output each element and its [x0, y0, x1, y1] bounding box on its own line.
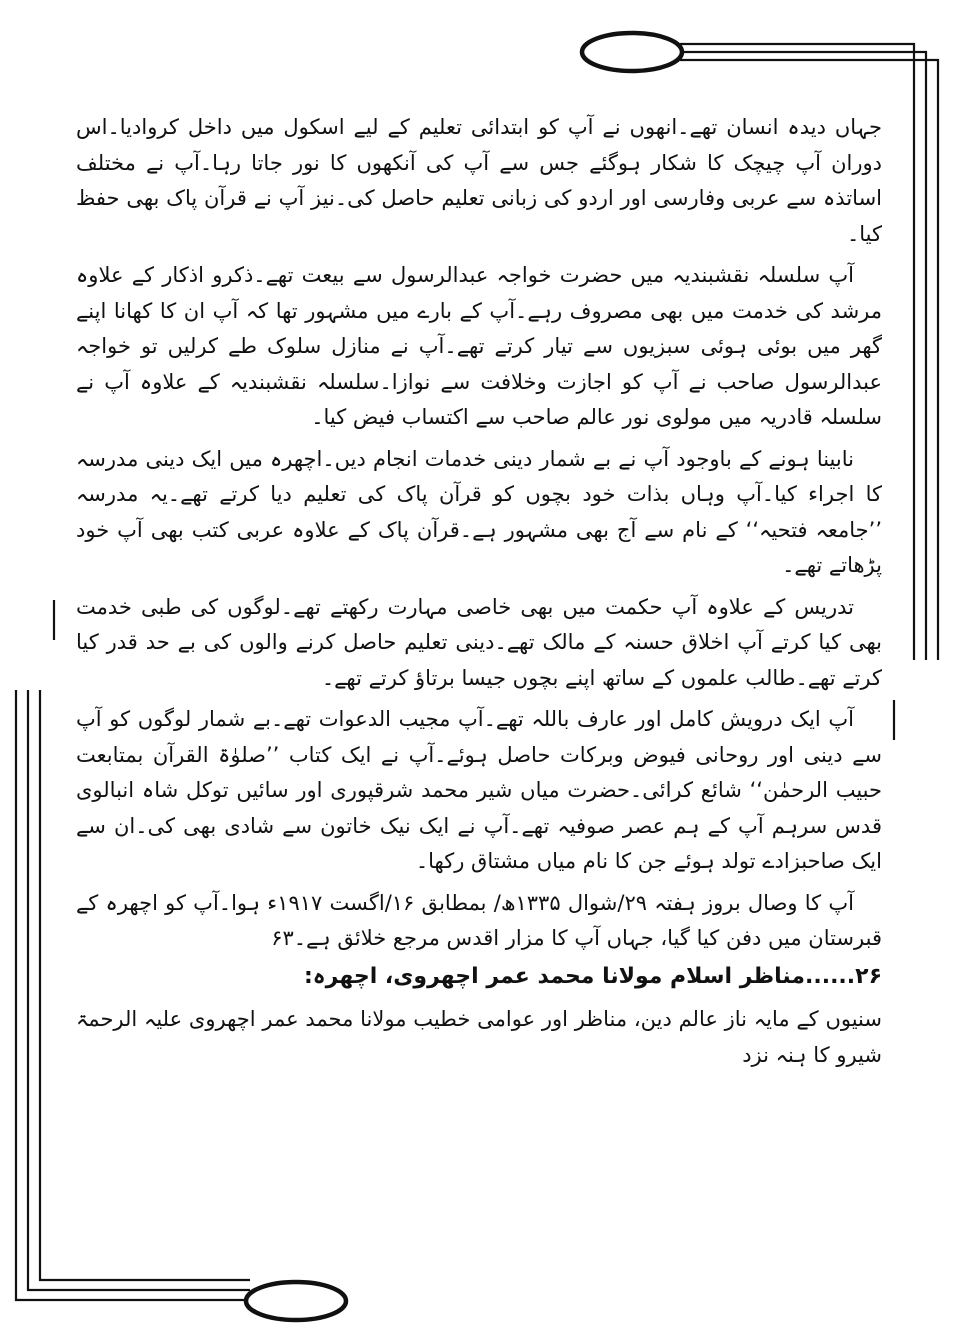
section-heading: ۲۶......مناظر اسلام مولانا محمد عمر اچھروی، اچھرہ:: [303, 963, 882, 989]
paragraph-6: آپ کا وصال بروز ہفتہ ۲۹/شوال ۱۳۳۵ھ/ بمطابق ۱۶/اگست ۱۹۱۷ء ہوا۔آپ کو اچھرہ کے قبرستان میں دفن کیا گیا، جہاں آپ کا مزار اقدس مرجع خلائق ہے۔۶۳: [76, 890, 882, 950]
paragraph-2: آپ سلسلہ نقشبندیہ میں حضرت خواجہ عبدالرسول سے بیعت تھے۔ذکرو اذکار کے علاوہ مرشد کی خدمت میں بھی مصروف رہے۔آپ کے بارے میں مشہور تھا کہ آپ ان کا کھانا اپنے گھر میں بوئی ہوئی سبزیوں سے تیار کرتے تھے۔آپ نے منازل سلوک طے کرلیں تو خواجہ عبدالرسول صاحب نے آپ کو اجازت وخلافت سے نوازا۔سلسلہ نقشبندیہ کے علاوہ آپ نے سلسلہ قادریہ میں مولوی نور عالم صاحب سے اکتساب فیض کیا۔: [76, 263, 882, 429]
paragraph-5: آپ ایک درویش کامل اور عارف باللہ تھے۔آپ مجیب الدعوات تھے۔بے شمار لوگوں کو آپ سے دینی اور روحانی فیوض وبرکات حاصل ہوئے۔آپ نے ایک کتاب ’’صلوٰۃ القرآن بمتابعت حبیب الرحمٰن‘‘ شائع کرائی۔حضرت میاں شیر محمد شرقپوری اور سائیں توکل شاہ انبالوی قدس سرہم آپ کے ہم عصر صوفیہ تھے۔آپ نے ایک نیک خاتون سے شادی بھی کی۔ان سے ایک صاحبزادے تولد ہوئے جن کا نام میاں مشتاق رکھا۔: [76, 707, 882, 873]
closing-line: سنیوں کے مایہ ناز عالم دین، مناظر اور عوامی خطیب مولانا محمد عمر اچھروی علیہ الرحمۃ شیرو کا ہنہ نزد: [76, 1007, 882, 1067]
top-ornament-oval: [582, 33, 682, 71]
paragraph-1: جہاں دیدہ انسان تھے۔انھوں نے آپ کو ابتدائی تعلیم کے لیے اسکول میں داخل کروادیا۔اس دوران آپ چیچک کا شکار ہوگئے جس سے آپ کی آنکھوں کا نور جاتا رہا۔آپ نے مختلف اساتذہ سے عربی وفارسی اور اردو کی زبانی تعلیم حاصل کی۔نیز آپ نے قرآن پاک بھی حفظ کیا۔: [76, 115, 882, 246]
urdu-text-body: [76, 110, 882, 1079]
bottom-ornament-oval: [246, 1282, 346, 1320]
paragraph-4: تدریس کے علاوہ آپ حکمت میں بھی خاصی مہارت رکھتے تھے۔لوگوں کی طبی خدمت بھی کیا کرتے آپ اخلاق حسنہ کے مالک تھے۔دینی تعلیم حاصل کرنے والوں کی بے حد قدر کیا کرتے تھے۔طالب علموں کے ساتھ اپنے بچوں جیسا برتاؤ کرتے تھے۔: [76, 594, 882, 690]
paragraph-3: نابینا ہونے کے باوجود آپ نے بے شمار دینی خدمات انجام دیں۔اچھرہ میں ایک دینی مدرسہ کا اجراء کیا۔آپ وہاں بذات خود بچوں کو قرآن پاک کی تعلیم دیا کرتے تھے۔یہ مدرسہ ’’جامعہ فتحیہ‘‘ کے نام سے آج بھی مشہور ہے۔قرآن پاک کے علاوہ عربی کتب بھی آپ خود پڑھاتے تھے۔: [76, 446, 882, 577]
